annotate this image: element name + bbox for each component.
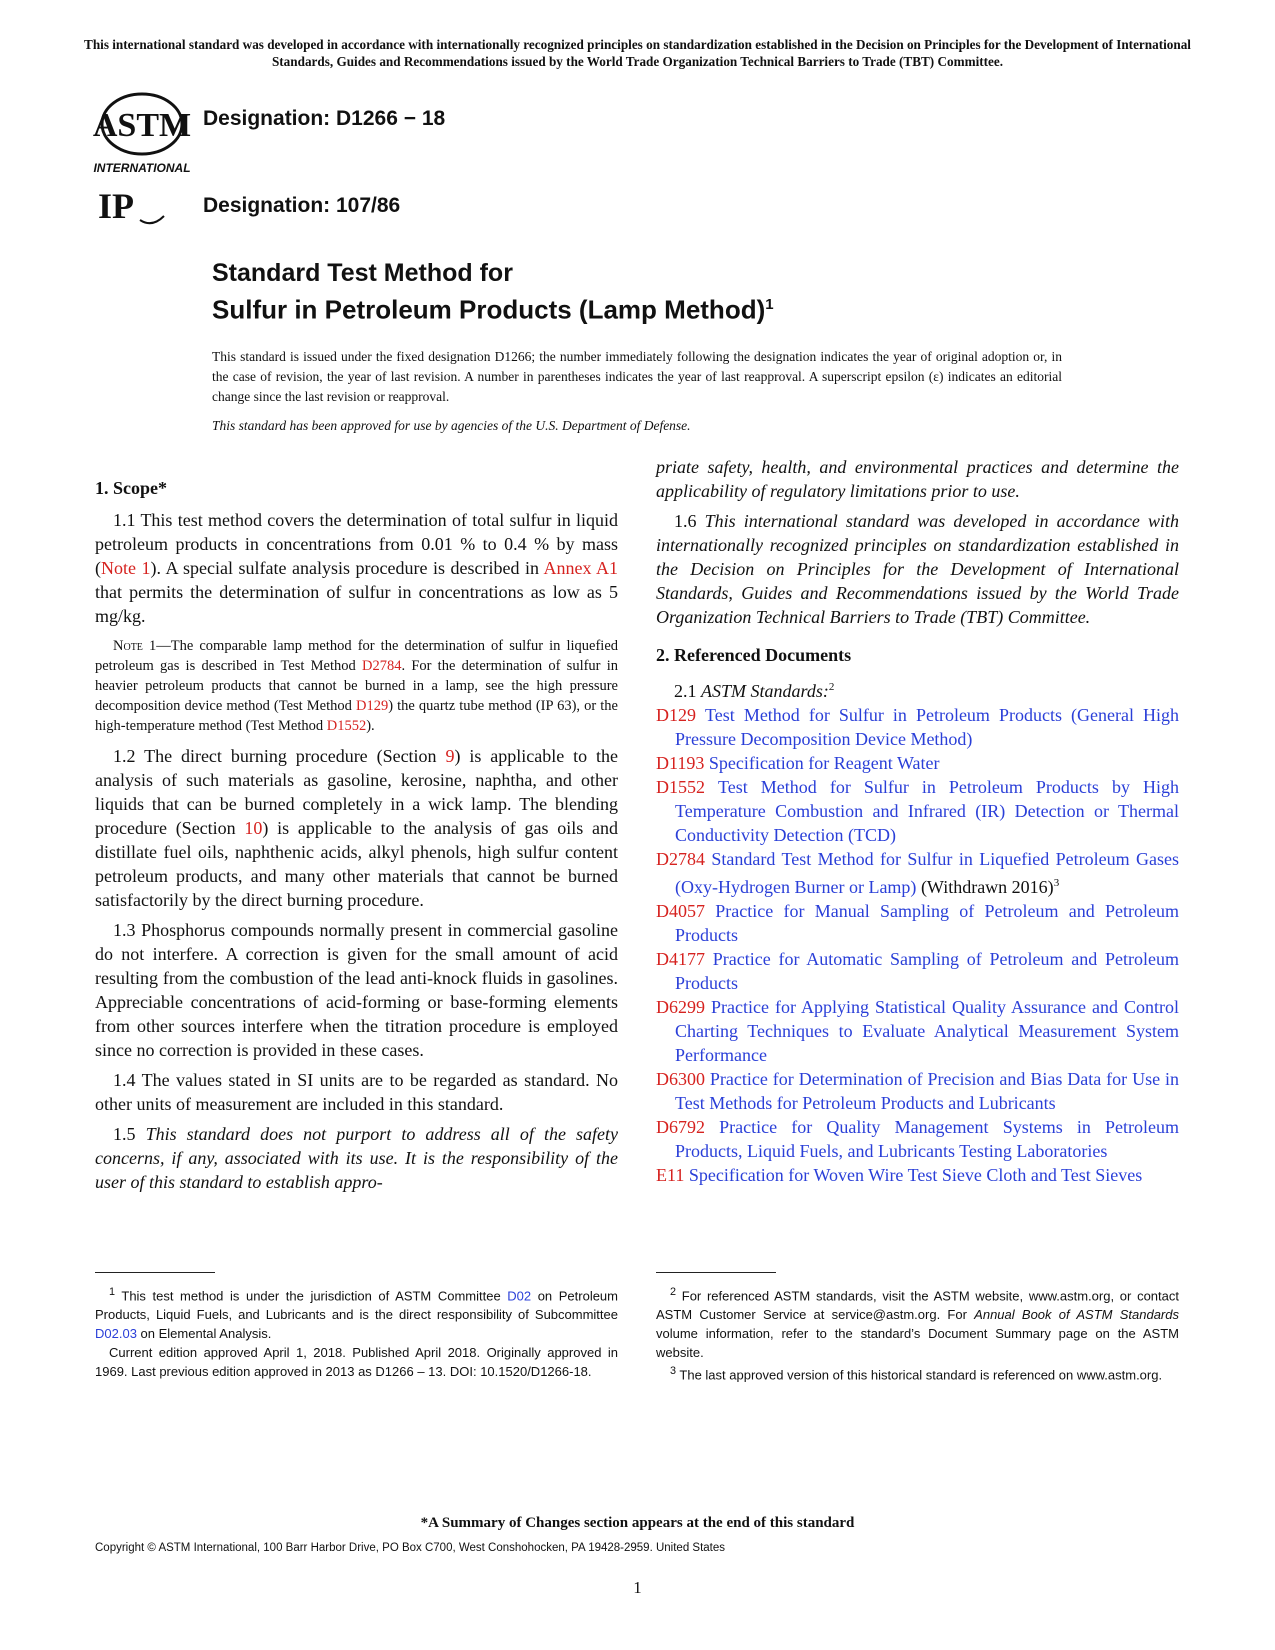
summary-of-changes-note: *A Summary of Changes section appears at the end of this standard bbox=[420, 1515, 855, 1531]
d129-link[interactable]: D129 bbox=[355, 698, 389, 714]
section-heading-scope: 1. Scope* bbox=[95, 478, 167, 498]
reference-title-link[interactable]: Test Method for Sulfur in Petroleum Products by High Temperature Combustion and Infrared (IR) Detection or Thermal Conductivity Detection (TCD) bbox=[675, 777, 1179, 845]
reference-code-link[interactable]: D6300 bbox=[656, 1069, 705, 1089]
astm-logo bbox=[84, 90, 202, 180]
reference-title-link[interactable]: Practice for Determination of Precision and Bias Data for Use in Test Methods for Petroleum Products and Lubricants bbox=[675, 1069, 1179, 1113]
document-title bbox=[212, 258, 774, 326]
wto-notice: This international standard was developed in accordance with internationally recognized principles on standardization established in the Decision on Principles for the Development of International Standards, Guides and Recommendations issued by the World Trade Organization Technical Barriers to Trade (TBT) Committee. bbox=[84, 37, 1191, 69]
astm-standards-subheading: 2.1 ASTM Standards:$^2$ bbox=[674, 681, 835, 701]
reference-title-link[interactable]: Test Method for Sulfur in Petroleum Products (General High Pressure Decomposition Device Method) bbox=[675, 705, 1179, 749]
reference-title-link[interactable]: Practice for Quality Management Systems in Petroleum Products, Liquid Fuels, and Lubricants Testing Laboratories bbox=[675, 1117, 1179, 1161]
d2784-link[interactable]: D2784 bbox=[361, 658, 402, 674]
paragraph-1-6: 1.6 This international standard was developed in accordance with internationally recognized principles on standardization established in the Decision on Principles for the Development of International Standards, Guides and Recommendations issued by the World Trade Organization Technical Barriers to Trade (TBT) Committee. bbox=[656, 511, 1179, 627]
reference-code-link[interactable]: D2784 bbox=[656, 849, 705, 869]
reference-item bbox=[656, 1115, 1179, 1163]
annex-a1-link[interactable]: Annex A1 bbox=[543, 558, 618, 578]
reference-item bbox=[656, 947, 1179, 995]
reference-title-link[interactable]: Standard Test Method for Sulfur in Liquefied Petroleum Gases (Oxy-Hydrogen Burner or Lamp) bbox=[675, 849, 1180, 897]
paragraph-1-1: 1.1 This test method covers the determination of total sulfur in liquid petroleum products in concentrations from 0.01 % to 0.4 % by mass (Note 1). A special sulfate analysis procedure is described in Annex A1 that permits the determination of sulfur in concentrations as low as 5 mg/kg. bbox=[95, 510, 618, 626]
ip-designation: Designation: 107/86 bbox=[203, 194, 401, 217]
d02-link[interactable]: D02 bbox=[507, 1288, 532, 1304]
footnotes-right bbox=[656, 1283, 1179, 1385]
footnote-rule-right bbox=[656, 1272, 776, 1273]
paragraph-1-5-continued: priate safety, health, and environmental practices and determine the applicability of regulatory limitations prior to use. bbox=[656, 457, 1179, 501]
section-heading-referenced-documents: 2. Referenced Documents bbox=[656, 645, 852, 665]
paragraph-1-3: 1.3 Phosphorus compounds normally present in commercial gasoline do not interfere. A correction is given for the small amount of acid resulting from the combustion of the lead anti-knock fluids in gasolines. Appreciable concentrations of acid-forming or base-forming elements from other sources interfere when the titration procedure is employed since no correction is provided in these cases. bbox=[95, 920, 618, 1060]
right-column bbox=[656, 455, 1179, 1187]
footnote-2: $^2$ For referenced ASTM standards, visit the ASTM website, www.astm.org, or contact ASTM Customer Service at service@astm.org. For Annual Book of ASTM Standards volume information, refer to the standard’s Document Summary page on the ASTM website. bbox=[656, 1286, 1179, 1361]
reference-code-link[interactable]: D4057 bbox=[656, 901, 705, 921]
footnote-1-edition: Current edition approved April 1, 2018. Published April 2018. Originally approved in 1969. Last previous edition approved in 2013 as D1266 – 13. DOI: 10.1520/D1266-18. bbox=[95, 1345, 618, 1380]
reference-item bbox=[656, 995, 1179, 1067]
reference-item bbox=[656, 703, 1179, 751]
reference-withdrawn-note: (Withdrawn 2016) bbox=[916, 877, 1054, 897]
d1552-link[interactable]: D1552 bbox=[326, 718, 367, 734]
reference-item bbox=[656, 775, 1179, 847]
reference-code-link[interactable]: D1552 bbox=[656, 777, 705, 797]
paragraph-1-5: 1.5 This standard does not purport to address all of the safety concerns, if any, associated with its use. It is the responsibility of the user of this standard to establish appro- bbox=[95, 1124, 618, 1192]
reference-code-link[interactable]: D1193 bbox=[656, 753, 705, 773]
reference-title-link[interactable]: Practice for Manual Sampling of Petroleum and Petroleum Products bbox=[675, 901, 1179, 945]
issue-note: This standard is issued under the fixed designation D1266; the number immediately following the designation indicates the year of original adoption or, in the case of revision, the year of last revision. A number in parentheses indicates the year of last reapproval. A superscript epsilon (ε) indicates an editorial change since the last revision or reapproval. bbox=[212, 349, 1062, 404]
reference-footnote-mark: 3 bbox=[1053, 877, 1060, 889]
astm-designation: Designation: D1266 − 18 bbox=[203, 107, 446, 130]
section-10-link[interactable]: 10 bbox=[244, 818, 263, 838]
reference-title-link[interactable]: Specification for Reagent Water bbox=[708, 753, 940, 773]
svg-text:INTERNATIONAL: INTERNATIONAL bbox=[93, 161, 191, 175]
reference-code-link[interactable]: E11 bbox=[656, 1165, 685, 1185]
footnotes-left bbox=[95, 1283, 618, 1381]
reference-title-link[interactable]: Practice for Automatic Sampling of Petroleum and Petroleum Products bbox=[675, 949, 1179, 993]
reference-code-link[interactable]: D129 bbox=[656, 705, 696, 725]
svg-text:IP: IP bbox=[98, 188, 134, 226]
title-line-2: Sulfur in Petroleum Products (Lamp Method)$^1$ bbox=[212, 294, 774, 325]
svg-text:ASTM: ASTM bbox=[92, 107, 192, 144]
reference-title-link[interactable]: Practice for Applying Statistical Quality Assurance and Control Charting Techniques to Evaluate Analytical Measurement System Performance bbox=[675, 997, 1179, 1065]
section-9-link[interactable]: 9 bbox=[445, 746, 455, 766]
reference-list bbox=[656, 703, 1179, 1187]
page-number: 1 bbox=[633, 1578, 642, 1597]
copyright: Copyright © ASTM International, 100 Barr Harbor Drive, PO Box C700, West Conshohocken, PA 19428-2959. United States bbox=[95, 1542, 726, 1554]
footnote-1: $^1$ This test method is under the jurisdiction of ASTM Committee D02 on Petroleum Products, Liquid Fuels, and Lubricants and is the direct responsibility of Subcommittee D02.03 on Elemental Analysis. bbox=[95, 1286, 618, 1342]
footnote-3: $^3$ The last approved version of this historical standard is referenced on www.astm.org. bbox=[670, 1365, 1163, 1383]
dod-approval: This standard has been approved for use by agencies of the U.S. Department of Defense. bbox=[212, 418, 691, 433]
ip-logo bbox=[96, 188, 168, 230]
reference-title-link[interactable]: Specification for Woven Wire Test Sieve Cloth and Test Sieves bbox=[688, 1165, 1143, 1185]
reference-item bbox=[656, 899, 1179, 947]
reference-code-link[interactable]: D4177 bbox=[656, 949, 705, 969]
reference-item bbox=[656, 1163, 1179, 1187]
reference-item bbox=[656, 847, 1179, 899]
note-1: Note 1—The comparable lamp method for the determination of sulfur in liquefied petroleum gas is described in Test Method D2784. For the determination of sulfur in heavier petroleum products that cannot be burned in a lamp, see the high pressure decomposition device method (Test Method D129) the quartz tube method (IP 63), or the high-temperature method (Test Method D1552). bbox=[95, 638, 618, 734]
reference-item bbox=[656, 751, 1179, 775]
left-column bbox=[95, 476, 618, 1200]
paragraph-1-2: 1.2 The direct burning procedure (Section 9) is applicable to the analysis of such materials as gasoline, kerosine, naphtha, and other liquids that can be burned completely in a wick lamp. The blending procedure (Section 10) is applicable to the analysis of gas oils and distillate fuel oils, naphthenic acids, alkyl phenols, high sulfur content petroleum products, and many other materials that cannot be burned satisfactorily by the direct burning procedure. bbox=[95, 746, 618, 910]
title-line-1: Standard Test Method for bbox=[212, 259, 513, 287]
note-1-link[interactable]: Note 1 bbox=[101, 558, 151, 578]
reference-code-link[interactable]: D6792 bbox=[656, 1117, 705, 1137]
footnote-rule-left bbox=[95, 1272, 215, 1273]
reference-item bbox=[656, 1067, 1179, 1115]
d02-03-link[interactable]: D02.03 bbox=[95, 1326, 137, 1342]
reference-code-link[interactable]: D6299 bbox=[656, 997, 705, 1017]
paragraph-1-4: 1.4 The values stated in SI units are to be regarded as standard. No other units of measurement are included in this standard. bbox=[95, 1070, 618, 1114]
